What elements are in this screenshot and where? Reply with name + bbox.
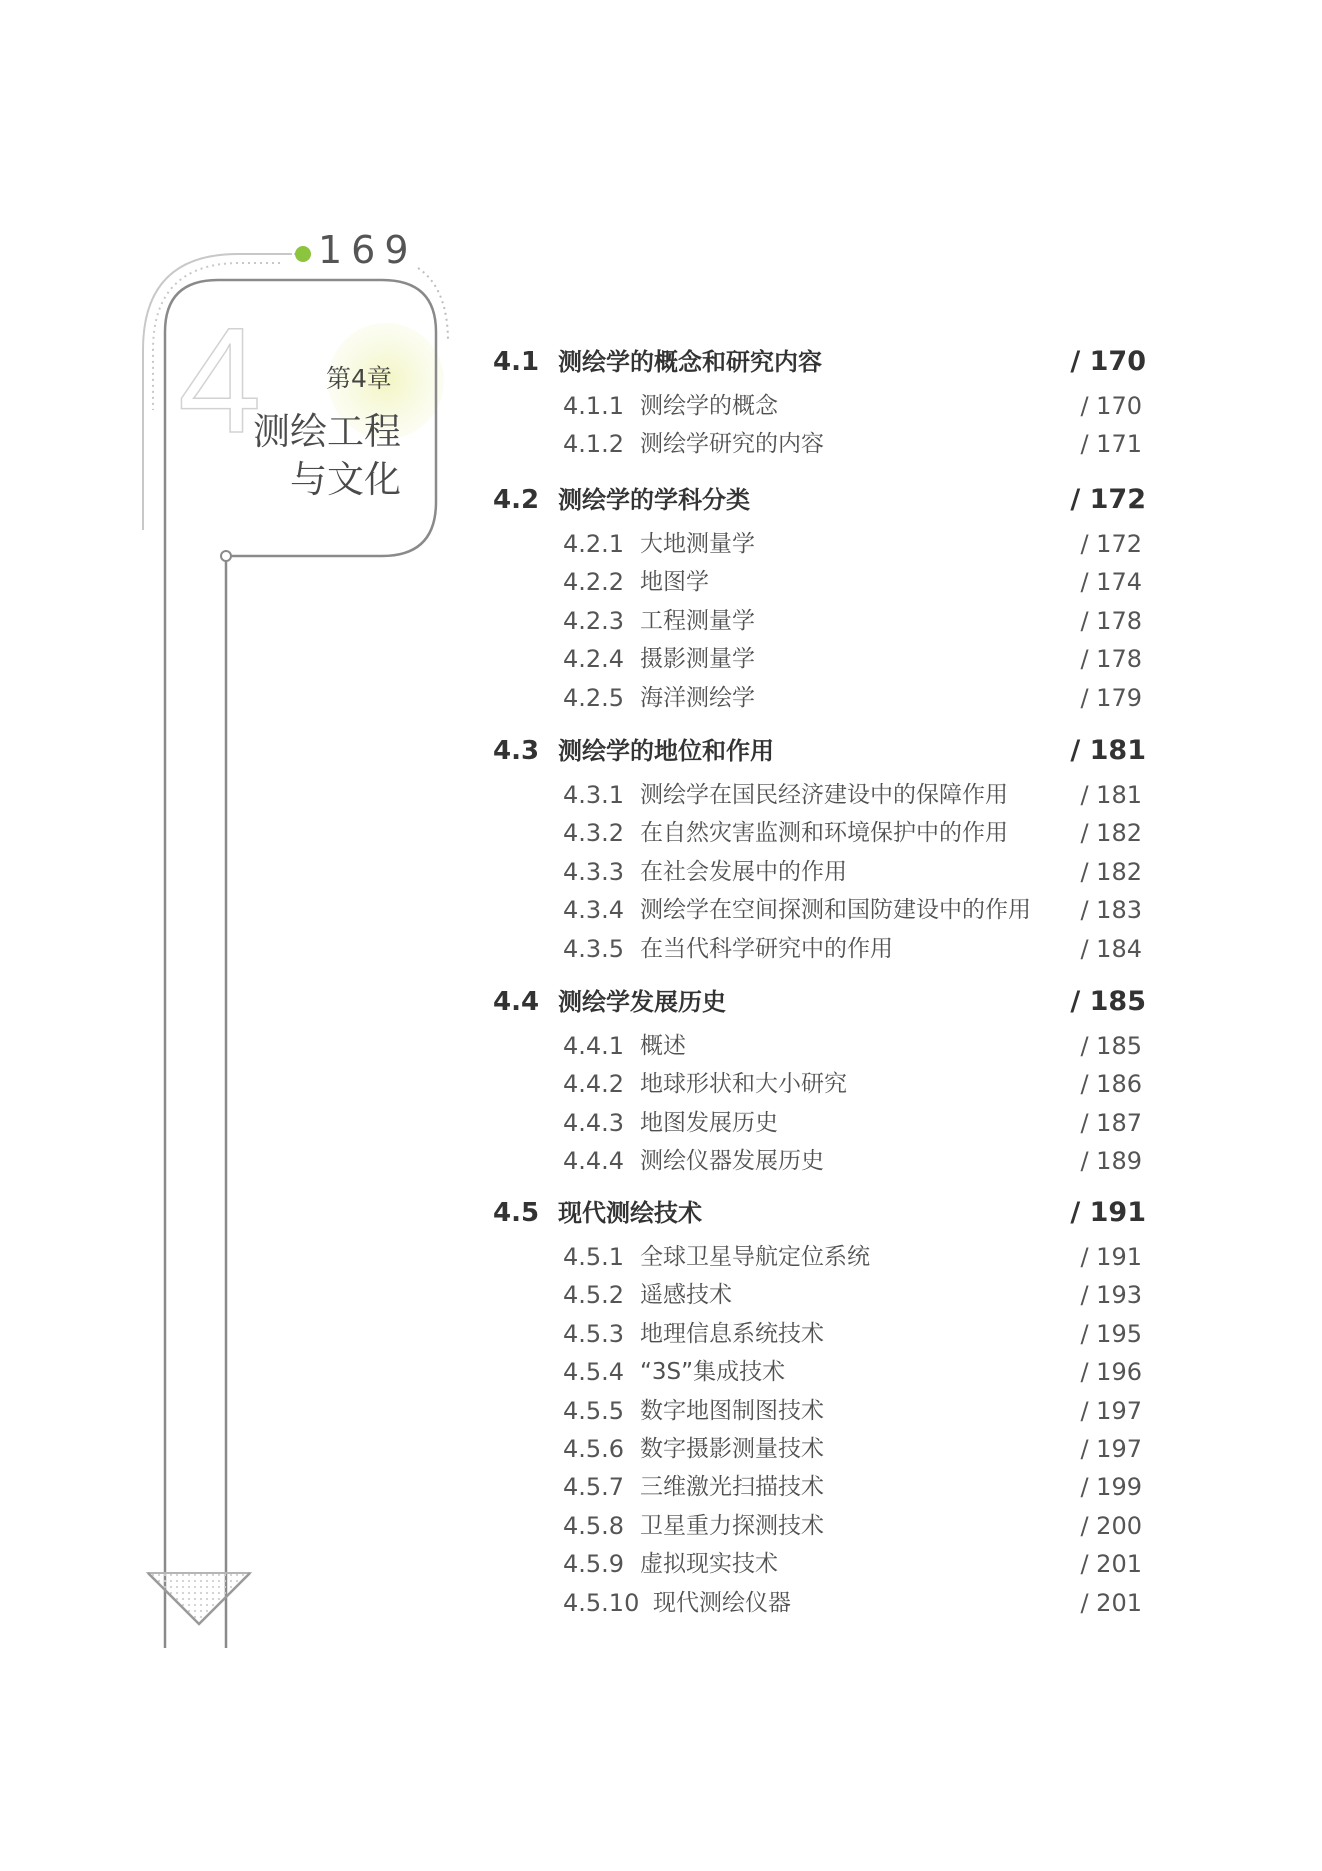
chapter-label: 第4章 <box>326 364 392 393</box>
subsection-number: 4.3.2 <box>563 819 625 848</box>
chapter-title-line-1: 测绘工程 <box>253 410 401 453</box>
section-title: 测绘学发展历史 <box>558 988 726 1016</box>
subsection-number: 4.5.6 <box>563 1435 625 1463</box>
subsection-title: 概述 <box>640 1033 686 1059</box>
subsection-title: 数字摄影测量技术 <box>640 1436 824 1462</box>
subsection-number: 4.3.4 <box>563 896 625 925</box>
subsection-page: / 181 <box>1080 781 1142 809</box>
section-number: 4.1 <box>493 347 540 377</box>
section-page: / 181 <box>1070 735 1146 766</box>
subsection-title: 海洋测绘学 <box>640 684 755 711</box>
section-page: / 185 <box>1070 986 1146 1017</box>
toc-subsection-4-2-3[interactable] <box>0 601 1322 641</box>
section-page: / 172 <box>1070 484 1146 515</box>
chapter-big-numeral: 4 <box>178 296 262 464</box>
toc-section-4-5[interactable] <box>0 1193 1322 1233</box>
subsection-page: / 189 <box>1080 1147 1142 1176</box>
subsection-title: 测绘学在国民经济建设中的保障作用 <box>640 782 1008 808</box>
section-title: 测绘学的概念和研究内容 <box>558 348 822 376</box>
toc-subsection-4-2-5[interactable] <box>0 678 1322 718</box>
subsection-page: / 201 <box>1080 1588 1142 1617</box>
section-number: 4.2 <box>493 485 540 515</box>
subsection-title: 测绘学的概念 <box>640 393 778 419</box>
toc-subsection-4-2-2[interactable] <box>0 562 1322 602</box>
subsection-page: / 199 <box>1080 1473 1142 1502</box>
toc-subsection-4-3-4[interactable] <box>0 890 1322 930</box>
toc-section-4-1[interactable] <box>0 342 1322 382</box>
subsection-number: 4.4.2 <box>563 1070 625 1099</box>
toc-subsection-4-3-2[interactable] <box>0 813 1322 853</box>
toc-subsection-4-1-2[interactable] <box>0 424 1322 464</box>
subsection-page: / 179 <box>1080 683 1142 712</box>
subsection-number: 4.3.1 <box>563 781 625 809</box>
subsection-title: 测绘仪器发展历史 <box>640 1148 824 1175</box>
toc-subsection-4-3-1[interactable] <box>0 775 1322 815</box>
toc-subsection-4-5-4[interactable] <box>0 1352 1322 1392</box>
subsection-title: “3S”集成技术 <box>640 1359 786 1386</box>
subsection-number: 4.1.1 <box>563 392 625 420</box>
subsection-page: / 171 <box>1080 430 1142 459</box>
subsection-title: 数字地图制图技术 <box>640 1397 824 1424</box>
toc-subsection-4-5-7[interactable] <box>0 1467 1322 1507</box>
subsection-title: 虚拟现实技术 <box>640 1551 778 1578</box>
toc-subsection-4-5-10[interactable] <box>0 1583 1322 1623</box>
subsection-title: 测绘学研究的内容 <box>640 431 824 458</box>
subsection-number: 4.5.2 <box>563 1281 625 1310</box>
subsection-number: 4.5.5 <box>563 1396 625 1425</box>
subsection-page: / 174 <box>1080 568 1142 597</box>
subsection-page: / 178 <box>1080 606 1142 635</box>
toc-subsection-4-5-5[interactable] <box>0 1391 1322 1431</box>
subsection-number: 4.2.2 <box>563 568 625 597</box>
section-page: / 170 <box>1070 346 1146 377</box>
toc-subsection-4-5-3[interactable] <box>0 1314 1322 1354</box>
toc-subsection-4-4-1[interactable] <box>0 1026 1322 1066</box>
subsection-number: 4.5.8 <box>563 1511 625 1540</box>
subsection-page: / 183 <box>1080 896 1142 925</box>
subsection-page: / 193 <box>1080 1281 1142 1310</box>
subsection-title: 大地测量学 <box>640 531 755 557</box>
subsection-title: 在自然灾害监测和环境保护中的作用 <box>640 820 1008 847</box>
toc-subsection-4-5-8[interactable] <box>0 1506 1322 1546</box>
subsection-page: / 178 <box>1080 645 1142 674</box>
subsection-page: / 184 <box>1080 934 1142 963</box>
subsection-number: 4.5.4 <box>563 1358 625 1387</box>
subsection-number: 4.2.5 <box>563 683 625 712</box>
section-page: / 191 <box>1070 1197 1146 1228</box>
subsection-title: 地球形状和大小研究 <box>640 1071 847 1098</box>
toc-subsection-4-2-4[interactable] <box>0 639 1322 679</box>
chapter-title-line-2: 与文化 <box>290 458 401 501</box>
subsection-title: 卫星重力探测技术 <box>640 1512 824 1539</box>
toc-subsection-4-4-3[interactable] <box>0 1103 1322 1143</box>
subsection-number: 4.5.1 <box>563 1243 625 1271</box>
subsection-title: 遥感技术 <box>640 1282 732 1309</box>
toc-subsection-4-4-2[interactable] <box>0 1064 1322 1104</box>
subsection-title: 摄影测量学 <box>640 646 755 673</box>
subsection-page: / 182 <box>1080 857 1142 886</box>
subsection-page: / 186 <box>1080 1070 1142 1099</box>
subsection-number: 4.3.5 <box>563 934 625 963</box>
toc-subsection-4-4-4[interactable] <box>0 1141 1322 1181</box>
toc-subsection-4-3-5[interactable] <box>0 929 1322 969</box>
subsection-title: 地理信息系统技术 <box>640 1320 824 1347</box>
toc-subsection-4-1-1[interactable] <box>0 386 1322 426</box>
section-number: 4.3 <box>493 736 540 766</box>
subsection-number: 4.5.3 <box>563 1319 625 1348</box>
subsection-number: 4.2.4 <box>563 645 625 674</box>
subsection-number: 4.4.3 <box>563 1108 625 1137</box>
subsection-title: 在当代科学研究中的作用 <box>640 935 893 962</box>
subsection-page: / 197 <box>1080 1435 1142 1463</box>
subsection-page: / 200 <box>1080 1511 1142 1540</box>
subsection-page: / 195 <box>1080 1319 1142 1348</box>
toc-subsection-4-5-2[interactable] <box>0 1275 1322 1315</box>
subsection-number: 4.5.10 <box>563 1588 640 1617</box>
toc-subsection-4-2-1[interactable] <box>0 524 1322 564</box>
toc-section-4-2[interactable] <box>0 480 1322 520</box>
toc-section-4-4[interactable] <box>0 982 1322 1022</box>
subsection-page: / 172 <box>1080 530 1142 558</box>
toc-subsection-4-5-6[interactable] <box>0 1429 1322 1469</box>
subsection-page: / 170 <box>1080 392 1142 420</box>
subsection-title: 测绘学在空间探测和国防建设中的作用 <box>640 897 1031 924</box>
section-number: 4.5 <box>493 1198 540 1228</box>
subsection-number: 4.3.3 <box>563 857 625 886</box>
toc-subsection-4-5-9[interactable] <box>0 1544 1322 1584</box>
subsection-number: 4.2.3 <box>563 606 625 635</box>
subsection-number: 4.1.2 <box>563 430 625 459</box>
subsection-page: / 196 <box>1080 1358 1142 1387</box>
subsection-number: 4.2.1 <box>563 530 625 558</box>
subsection-title: 全球卫星导航定位系统 <box>640 1244 870 1270</box>
page-number: 169 <box>318 228 418 272</box>
subsection-page: / 182 <box>1080 819 1142 848</box>
subsection-number: 4.4.4 <box>563 1147 625 1176</box>
section-title: 测绘学的学科分类 <box>558 486 750 514</box>
subsection-page: / 197 <box>1080 1396 1142 1425</box>
section-title: 测绘学的地位和作用 <box>558 737 774 765</box>
toc-subsection-4-5-1[interactable] <box>0 1237 1322 1277</box>
subsection-page: / 201 <box>1080 1550 1142 1579</box>
subsection-title: 工程测量学 <box>640 607 755 634</box>
section-title: 现代测绘技术 <box>558 1199 702 1227</box>
subsection-number: 4.5.9 <box>563 1550 625 1579</box>
subsection-number: 4.4.1 <box>563 1032 625 1060</box>
section-number: 4.4 <box>493 987 540 1017</box>
subsection-number: 4.5.7 <box>563 1473 625 1502</box>
subsection-title: 在社会发展中的作用 <box>640 858 847 885</box>
subsection-page: / 187 <box>1080 1108 1142 1137</box>
subsection-title: 现代测绘仪器 <box>653 1589 791 1616</box>
toc-section-4-3[interactable] <box>0 731 1322 771</box>
subsection-title: 地图学 <box>640 569 709 596</box>
subsection-page: / 191 <box>1080 1243 1142 1271</box>
subsection-page: / 185 <box>1080 1032 1142 1060</box>
subsection-title: 地图发展历史 <box>640 1109 778 1136</box>
subsection-title: 三维激光扫描技术 <box>640 1474 824 1501</box>
toc-subsection-4-3-3[interactable] <box>0 852 1322 892</box>
